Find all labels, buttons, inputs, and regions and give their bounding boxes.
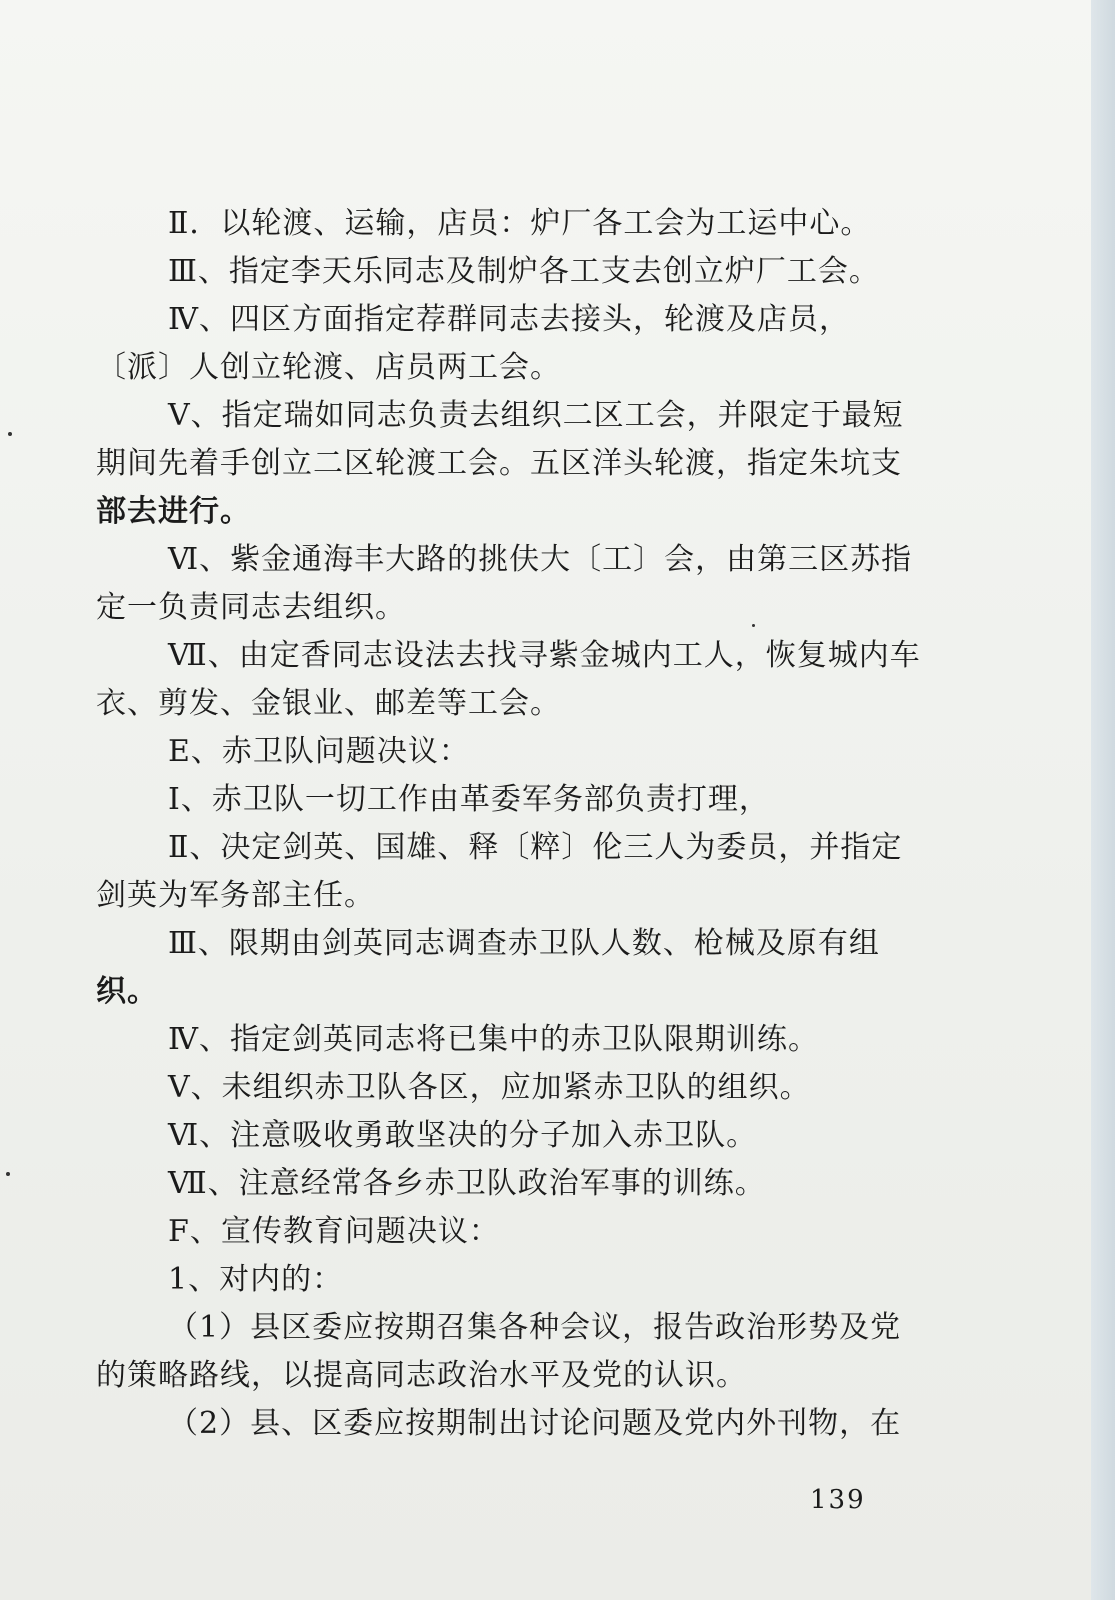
- section-heading: E、赤卫队问题决议：: [168, 734, 470, 769]
- text-line: Ⅲ、指定李天乐同志及制炉各工支去创立炉厂工会。: [168, 254, 880, 289]
- text-line: Ⅵ、注意吸收勇敢坚决的分子加入赤卫队。: [168, 1118, 758, 1153]
- scan-speck: [6, 1172, 10, 1176]
- scan-speck: [752, 624, 755, 627]
- text-line: Ⅲ、限期由剑英同志调查赤卫队人数、枪械及原有组: [168, 926, 880, 961]
- section-heading: F、宣传教育问题决议：: [168, 1214, 500, 1249]
- text-line: 剑英为军务部主任。: [96, 878, 375, 913]
- text-line: （1）县区委应按期召集各种会议，报告政治形势及党: [168, 1310, 902, 1345]
- text-line: Ⅱ．以轮渡、运输，店员：炉厂各工会为工运中心。: [168, 206, 872, 241]
- body-text: [96, 200, 956, 1448]
- text-line: Ⅴ、未组织赤卫队各区，应加紧赤卫队的组织。: [168, 1070, 811, 1105]
- text-line: 的策略路线，以提高同志政治水平及党的认识。: [96, 1358, 747, 1393]
- text-line: Ⅳ、指定剑英同志将已集中的赤卫队限期训练。: [168, 1022, 819, 1057]
- text-line: 部去进行。: [96, 494, 251, 529]
- text-line: 〔派〕人创立轮渡、店员两工会。: [96, 350, 561, 385]
- text-line: 期间先着手创立二区轮渡工会。五区洋头轮渡，指定朱坑支: [96, 446, 902, 481]
- text-line: 织。: [96, 974, 158, 1009]
- scan-speck: [8, 432, 12, 436]
- text-line: 定一负责同志去组织。: [96, 590, 406, 625]
- text-line: Ⅵ、紫金通海丰大路的挑伕大〔工〕会，由第三区苏指: [168, 542, 913, 577]
- text-line: Ⅰ、赤卫队一切工作由革委军务部负责打理，: [168, 782, 770, 817]
- text-line: （2）县、区委应按期制出讨论问题及党内外刊物，在: [168, 1406, 902, 1441]
- text-line: 衣、剪发、金银业、邮差等工会。: [96, 686, 561, 721]
- text-line: Ⅱ、决定剑英、国雄、释〔粹〕伦三人为委员，并指定: [168, 830, 903, 865]
- text-line: Ⅶ、注意经常各乡赤卫队政治军事的训练。: [168, 1166, 766, 1201]
- page-number: 139: [810, 1485, 866, 1515]
- text-line: Ⅴ、指定瑞如同志负责去组织二区工会，并限定于最短: [168, 398, 904, 433]
- subsection-heading: 1、对内的：: [168, 1262, 344, 1297]
- text-line: Ⅶ、由定香同志设法去找寻紫金城内工人，恢复城内车: [168, 638, 921, 673]
- text-line: Ⅳ、四区方面指定荐群同志去接头，轮渡及店员，: [168, 302, 850, 337]
- page-edge-shadow: [1091, 0, 1115, 1600]
